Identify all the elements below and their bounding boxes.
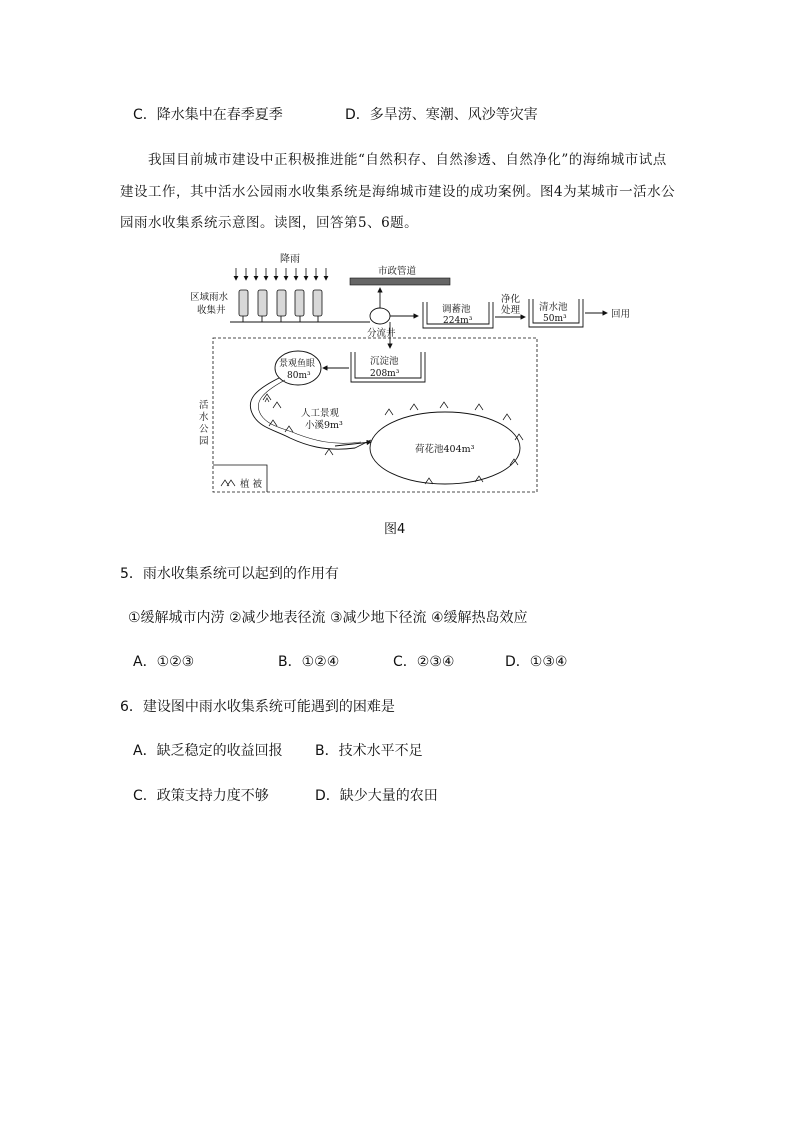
storage-pool-volume: 224m³ — [443, 316, 473, 326]
q5-option-d: D．①③④ — [505, 654, 568, 670]
collection-wells — [239, 290, 322, 316]
park-label-2: 水 — [199, 412, 209, 423]
lotus-pond-label: 荷花池404m³ — [415, 444, 475, 455]
park-label-4: 园 — [199, 436, 209, 447]
stream-label-2: 小溪9m³ — [305, 420, 343, 431]
diversion-well-label: 分流井 — [367, 328, 396, 339]
q4-option-d: D．多旱涝、寒潮、风沙等灾害 — [345, 107, 538, 123]
q5-option-a: A．①②③ — [133, 654, 195, 670]
vegetation-legend-icon — [221, 480, 235, 486]
park-label-1: 活 — [199, 400, 209, 411]
q5-stem: 5．雨水收集系统可以起到的作用有 — [120, 566, 339, 582]
passage-line-2: 建设工作，其中活水公园雨水收集系统是海绵城市建设的成功案例。图4为某城市一活水公 — [120, 184, 676, 200]
fish-eye-volume: 80m³ — [287, 371, 311, 381]
municipal-pipe — [350, 278, 450, 285]
clear-pool-volume: 50m³ — [543, 314, 567, 324]
stream-label-1: 人工景观 — [301, 408, 340, 419]
rain-label: 降雨 — [280, 254, 300, 265]
diversion-well — [370, 308, 390, 324]
reuse-label: 回用 — [611, 309, 631, 320]
q6-option-a: A．缺乏稳定的收益回报 — [133, 743, 283, 759]
q5-option-c: C．②③④ — [393, 654, 455, 670]
q5-items: ①缓解城市内涝 ②减少地表径流 ③减少地下径流 ④缓解热岛效应 — [128, 610, 528, 626]
q6-stem: 6．建设图中雨水收集系统可能遇到的困难是 — [120, 699, 395, 715]
municipal-pipe-label: 市政管道 — [378, 266, 417, 277]
q6-option-c: C．政策支持力度不够 — [133, 788, 269, 804]
collection-well-label-2: 收集井 — [197, 305, 226, 316]
figure-caption: 图4 — [384, 522, 406, 537]
clear-pool-area — [525, 295, 650, 335]
rain-arrows — [236, 268, 326, 280]
park-label-3: 公 — [199, 424, 209, 435]
purify-label-1: 净化 — [501, 294, 521, 305]
q5-option-b: B．①②④ — [278, 654, 340, 670]
vegetation-legend-label: 植 被 — [240, 479, 263, 490]
passage-line-1: 我国目前城市建设中正积极推进能“自然积存、自然渗透、自然净化”的海绵城市试点 — [148, 152, 667, 168]
clear-pool-label: 清水池 — [539, 302, 568, 313]
q4-option-c: C．降水集中在春季夏季 — [133, 107, 283, 123]
purify-label-2: 处理 — [501, 305, 521, 316]
passage-line-3: 园雨水收集系统示意图。读图，回答第5、6题。 — [120, 215, 419, 231]
q6-option-d: D．缺少大量的农田 — [315, 788, 438, 804]
settling-pool-label: 沉淀池 — [370, 356, 399, 367]
rainwater-system-diagram — [185, 250, 545, 500]
fish-eye-label: 景观鱼眼 — [279, 359, 316, 369]
collection-well-label-1: 区域雨水 — [190, 292, 229, 303]
settling-pool-volume: 208m³ — [370, 369, 400, 379]
storage-pool-label: 调蓄池 — [442, 304, 471, 315]
q6-option-b: B．技术水平不足 — [315, 743, 423, 759]
